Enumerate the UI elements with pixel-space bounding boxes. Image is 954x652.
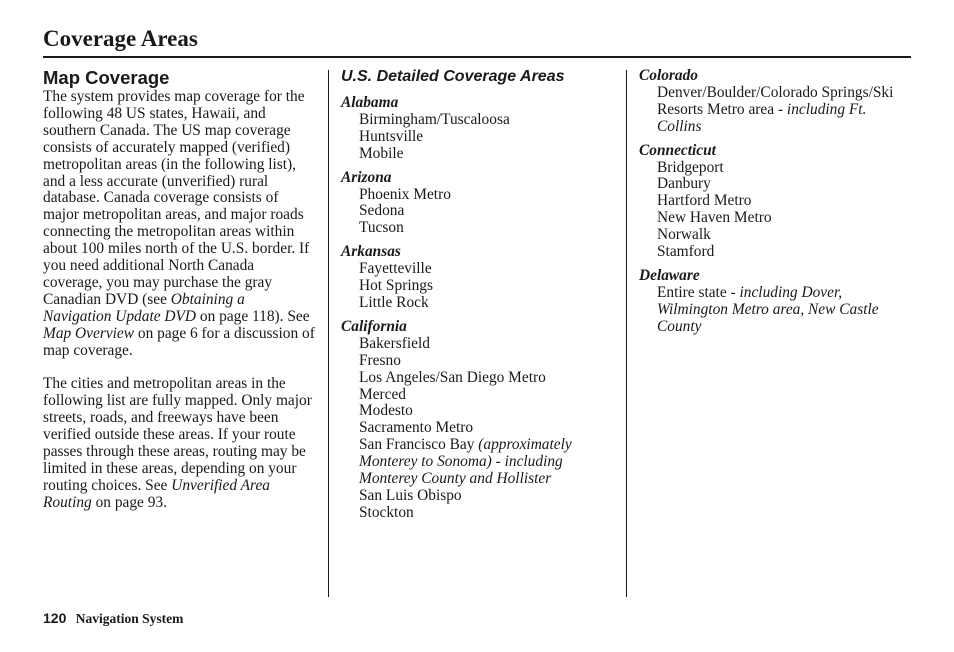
intro-text-1: The system provides map coverage for the following 48 US states, Hawaii, and southern Canada. The US map coverage consists of accurately mapped (verified) metropolitan areas (in the following list), and a less accurate (unverified) rural database. Canada coverage consists of major metropolitan areas, and major roads connecting the metropolitan areas within about 100 miles north of the U.S. border. If you need additional North Canada coverage, you may purchase the gray Canadian DVD (see bbox=[43, 88, 310, 308]
city-item: Fresno bbox=[359, 351, 401, 369]
page-number: 120 bbox=[43, 610, 67, 626]
state-block bbox=[639, 268, 911, 336]
column-divider bbox=[626, 70, 627, 597]
city-list bbox=[341, 187, 613, 238]
title-rule bbox=[43, 56, 911, 58]
ref-unverified-area-routing: Unverified Area Routing bbox=[43, 476, 270, 511]
state-name: Arizona bbox=[341, 168, 392, 186]
city-item: Mobile bbox=[359, 144, 404, 162]
city-item: Little Rock bbox=[359, 293, 429, 311]
city-item: Denver/Boulder/Colorado Springs/Ski Resorts Metro area - including Ft. Collins bbox=[657, 83, 894, 135]
city-item: Danbury bbox=[657, 175, 711, 193]
state-block bbox=[341, 244, 613, 312]
city-item: Merced bbox=[359, 385, 406, 403]
state-name: Delaware bbox=[639, 266, 700, 284]
mapped-text-2: on page 93. bbox=[91, 493, 167, 511]
city-item: Birmingham/Tuscaloosa bbox=[359, 110, 510, 128]
page-title: Coverage Areas bbox=[43, 26, 198, 51]
city-qualifier: including Dover, Wilmington Metro area, New Castle County bbox=[657, 283, 879, 335]
intro-text-3: on page 6 for a discussion of map coverage. bbox=[43, 324, 315, 359]
city-list bbox=[341, 261, 613, 312]
state-block bbox=[341, 319, 613, 522]
column-detailed-areas-1 bbox=[341, 68, 613, 529]
intro-paragraph bbox=[43, 89, 315, 360]
city-qualifier: (approximately Monterey to Sonoma) - including Monterey County and Hollister bbox=[359, 436, 572, 488]
mapped-areas-paragraph bbox=[43, 376, 315, 511]
column-divider bbox=[328, 70, 329, 597]
state-name: Colorado bbox=[639, 67, 699, 84]
city-item: Modesto bbox=[359, 402, 413, 420]
city-item: Bakersfield bbox=[359, 334, 430, 352]
column-detailed-areas-2 bbox=[639, 68, 911, 343]
state-list bbox=[639, 68, 911, 336]
city-item: Phoenix Metro bbox=[359, 185, 451, 203]
city-list bbox=[341, 336, 613, 522]
city-item: Norwalk bbox=[657, 226, 711, 244]
column-map-coverage bbox=[43, 68, 315, 512]
city-item: Los Angeles/San Diego Metro bbox=[359, 368, 546, 386]
state-name: Connecticut bbox=[639, 141, 716, 159]
city-qualifier: including Ft. Collins bbox=[657, 100, 867, 135]
city-list bbox=[341, 112, 613, 163]
city-item: Huntsville bbox=[359, 127, 424, 145]
state-block bbox=[341, 95, 613, 163]
city-list bbox=[639, 285, 911, 336]
state-block bbox=[639, 68, 911, 136]
city-item: Hot Springs bbox=[359, 277, 433, 295]
city-item: San Francisco Bay (approximately Monterey to Sonoma) - including Monterey County and Hollister bbox=[359, 436, 572, 488]
page-footer bbox=[43, 610, 183, 627]
map-coverage-heading: Map Coverage bbox=[43, 67, 170, 88]
ref-map-overview: Map Overview bbox=[43, 324, 135, 342]
city-item: Sacramento Metro bbox=[359, 419, 474, 437]
state-block bbox=[639, 143, 911, 261]
city-item: Fayetteville bbox=[359, 260, 432, 278]
city-list bbox=[639, 85, 911, 136]
state-block bbox=[341, 170, 613, 238]
city-list bbox=[639, 160, 911, 261]
footer-label: Navigation System bbox=[75, 611, 184, 626]
mapped-text-1: The cities and metropolitan areas in the following list are fully mapped. Only major streets, roads, and freeways have been verified outside these areas. If your route passes through these areas, routing may be limited in these areas, depending on your routing choices. See bbox=[43, 375, 312, 494]
state-name: Alabama bbox=[341, 94, 399, 111]
city-item: Bridgeport bbox=[657, 158, 724, 176]
state-list bbox=[341, 95, 613, 522]
detailed-coverage-heading: U.S. Detailed Coverage Areas bbox=[341, 68, 565, 85]
intro-text-2: on page 118). See bbox=[196, 307, 310, 325]
city-item: Hartford Metro bbox=[657, 192, 752, 210]
city-item: Stamford bbox=[657, 243, 715, 261]
city-item: Stockton bbox=[359, 503, 414, 521]
ref-obtaining-update-dvd: Obtaining a Navigation Update DVD bbox=[43, 290, 245, 325]
city-item: Sedona bbox=[359, 202, 405, 220]
city-item: San Luis Obispo bbox=[359, 486, 462, 504]
city-item: New Haven Metro bbox=[657, 209, 772, 227]
state-name: Arkansas bbox=[341, 243, 401, 261]
city-item: Tucson bbox=[359, 219, 404, 237]
city-item: Entire state - including Dover, Wilmington Metro area, New Castle County bbox=[657, 283, 879, 335]
state-name: California bbox=[341, 317, 407, 335]
